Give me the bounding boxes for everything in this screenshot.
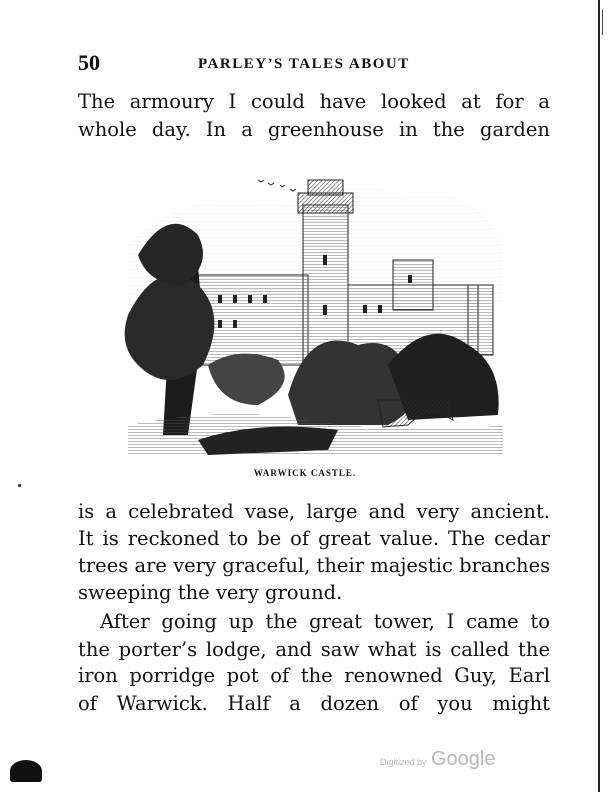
text-line: trees are very graceful, their majestic branches [78,554,551,577]
text-line: is a celebrated vase, large and very ancient. [78,500,550,523]
text-line: whole day. In a greenhouse in the garden [78,118,550,141]
ink-blot [10,760,42,782]
page-edge-mark [602,10,603,35]
page-edge-line [598,0,600,792]
text-line: It is reckoned to be of great value. The cedar [78,527,550,550]
warwick-castle-engraving [108,165,508,465]
text-line: iron porridge pot of the renowned Guy, Earl [78,664,550,687]
birds-icon [258,180,296,191]
watermark-prefix: Digitized by [380,757,427,767]
figure-caption: WARWICK CASTLE. [253,468,357,478]
watermark-brand: Google [430,748,496,770]
text-line: After going up the great tower, I came to [100,610,550,633]
stray-dot [18,484,21,487]
running-title: PARLEY’S TALES ABOUT [198,56,410,72]
page-number: 50 [78,50,100,75]
text-line: sweeping the very ground. [78,581,343,604]
digitized-watermark [380,748,495,771]
text-line: of Warwick. Half a dozen of you might [78,692,550,715]
text-line: The armoury I could have looked at for a [78,90,550,113]
text-line: the porter’s lodge, and saw what is called the [78,638,550,661]
